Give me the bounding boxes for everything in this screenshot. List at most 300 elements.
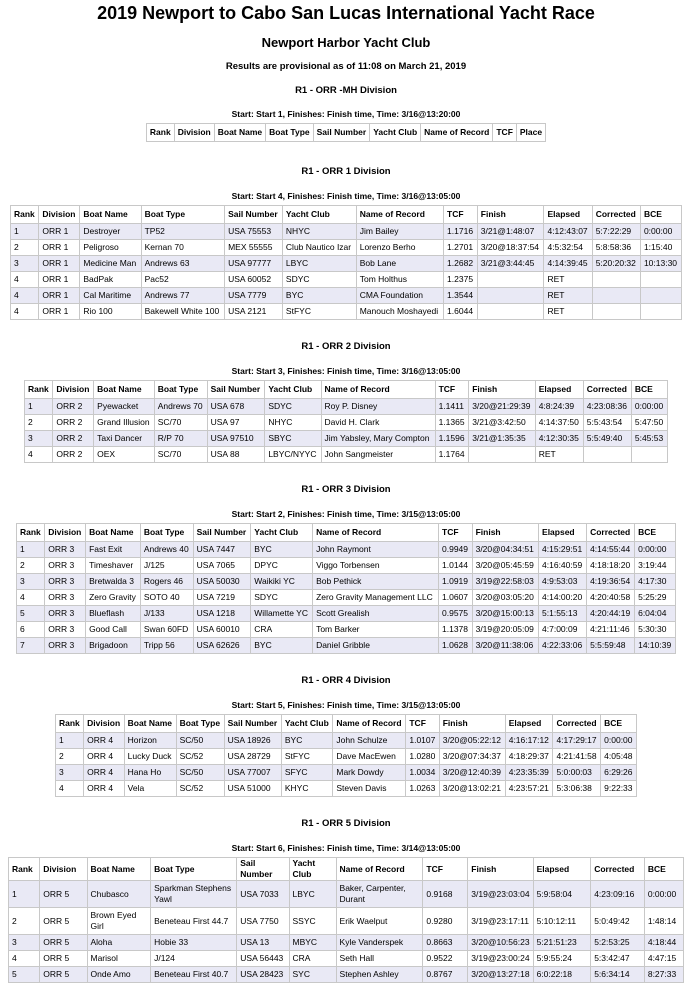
cell-yacht-club: MBYC bbox=[289, 935, 336, 951]
table-row bbox=[17, 622, 676, 638]
results-page bbox=[0, 2, 692, 983]
cell-elapsed: 4:22:33:06 bbox=[539, 638, 587, 654]
division-title-orr5: R1 - ORR 5 Division bbox=[301, 818, 391, 829]
table-header-row bbox=[11, 206, 682, 224]
cell-elapsed: 5:9:58:04 bbox=[533, 881, 591, 908]
table-header-row bbox=[9, 858, 684, 881]
col-rank: Rank bbox=[11, 206, 39, 224]
cell-division: ORR 5 bbox=[40, 908, 87, 935]
col-yacht-club: Yacht Club bbox=[370, 124, 421, 142]
cell-yacht-club: NHYC bbox=[282, 224, 356, 240]
cell-bce: 9:22:33 bbox=[601, 781, 637, 797]
cell-elapsed: 4:23:35:39 bbox=[505, 765, 553, 781]
col-finish: Finish bbox=[468, 858, 533, 881]
col-bce: BCE bbox=[644, 858, 683, 881]
cell-sail-number: USA 7779 bbox=[225, 288, 283, 304]
cell-corrected: 4:17:29:17 bbox=[553, 733, 601, 749]
table-row bbox=[17, 542, 676, 558]
cell-boat-name: Good Call bbox=[86, 622, 141, 638]
cell-tcf: 1.0034 bbox=[406, 765, 439, 781]
cell-bce: 0:00:00 bbox=[631, 399, 667, 415]
cell-yacht-club: Willamette YC bbox=[251, 606, 313, 622]
cell-corrected: 5:5:43:54 bbox=[583, 415, 631, 431]
cell-elapsed: 4:9:53:03 bbox=[539, 574, 587, 590]
cell-rank: 3 bbox=[25, 431, 53, 447]
cell-corrected bbox=[583, 447, 631, 463]
start-info-mh: Start: Start 1, Finishes: Finish time, Time: 3/16@13:20:00 bbox=[231, 109, 461, 119]
col-tcf: TCF bbox=[406, 715, 439, 733]
cell-division: ORR 5 bbox=[40, 967, 87, 983]
cell-rank: 4 bbox=[11, 304, 39, 320]
cell-bce: 5:30:30 bbox=[635, 622, 676, 638]
cell-yacht-club: Waikiki YC bbox=[251, 574, 313, 590]
cell-boat-type: SC/70 bbox=[154, 415, 207, 431]
cell-boat-type: TP52 bbox=[141, 224, 224, 240]
col-yacht-club: Yacht Club bbox=[281, 715, 333, 733]
col-division: Division bbox=[53, 381, 94, 399]
table-row bbox=[25, 415, 668, 431]
col-yacht-club: Yacht Club bbox=[289, 858, 336, 881]
cell-division: ORR 1 bbox=[39, 240, 80, 256]
cell-boat-type: Pac52 bbox=[141, 272, 224, 288]
cell-yacht-club: BYC bbox=[282, 288, 356, 304]
col-boat-type: Boat Type bbox=[151, 858, 237, 881]
cell-tcf: 1.0107 bbox=[406, 733, 439, 749]
col-name-of-record: Name of Record bbox=[313, 524, 439, 542]
col-yacht-club: Yacht Club bbox=[251, 524, 313, 542]
cell-sail-number: USA 75553 bbox=[225, 224, 283, 240]
cell-boat-name: Brown Eyed Girl bbox=[87, 908, 151, 935]
cell-boat-name: OEX bbox=[94, 447, 155, 463]
cell-tcf: 1.2701 bbox=[444, 240, 478, 256]
cell-bce: 3:19:44 bbox=[635, 558, 676, 574]
cell-division: ORR 3 bbox=[45, 638, 86, 654]
cell-boat-type: Tripp 56 bbox=[140, 638, 193, 654]
col-rank: Rank bbox=[56, 715, 84, 733]
cell-name-of-record: Bob Pethick bbox=[313, 574, 439, 590]
cell-rank: 4 bbox=[25, 447, 53, 463]
cell-finish: 3/20@15:00:13 bbox=[472, 606, 538, 622]
col-boat-name: Boat Name bbox=[80, 206, 141, 224]
cell-tcf: 1.0280 bbox=[406, 749, 439, 765]
cell-tcf: 1.0919 bbox=[439, 574, 473, 590]
cell-rank: 5 bbox=[9, 967, 40, 983]
cell-corrected: 5:2:53:25 bbox=[591, 935, 645, 951]
cell-rank: 3 bbox=[11, 256, 39, 272]
col-finish: Finish bbox=[469, 381, 536, 399]
cell-boat-type: J/124 bbox=[151, 951, 237, 967]
cell-elapsed: 4:16:17:12 bbox=[505, 733, 553, 749]
col-rank: Rank bbox=[17, 524, 45, 542]
cell-yacht-club: Club Nautico Izar bbox=[282, 240, 356, 256]
cell-finish: 3/20@12:40:39 bbox=[439, 765, 505, 781]
start-info-orr5: Start: Start 6, Finishes: Finish time, Time: 3/14@13:05:00 bbox=[231, 843, 461, 853]
cell-tcf: 1.1716 bbox=[444, 224, 478, 240]
cell-finish bbox=[477, 288, 544, 304]
cell-tcf: 1.1365 bbox=[435, 415, 469, 431]
cell-sail-number: USA 7219 bbox=[193, 590, 251, 606]
cell-rank: 5 bbox=[17, 606, 45, 622]
cell-yacht-club: SFYC bbox=[281, 765, 333, 781]
cell-name-of-record: Dave MacEwen bbox=[333, 749, 406, 765]
cell-bce: 1:15:40 bbox=[640, 240, 681, 256]
cell-name-of-record: Daniel Gribble bbox=[313, 638, 439, 654]
cell-division: ORR 1 bbox=[39, 304, 80, 320]
cell-boat-type: SC/50 bbox=[176, 765, 224, 781]
cell-finish: 3/19@23:03:04 bbox=[468, 881, 533, 908]
cell-rank: 1 bbox=[25, 399, 53, 415]
col-bce: BCE bbox=[640, 206, 681, 224]
cell-finish: 3/20@11:38:06 bbox=[472, 638, 538, 654]
cell-elapsed: 4:15:29:51 bbox=[539, 542, 587, 558]
col-boat-type: Boat Type bbox=[141, 206, 224, 224]
cell-yacht-club: SSYC bbox=[289, 908, 336, 935]
cell-boat-name: Blueflash bbox=[86, 606, 141, 622]
cell-finish: 3/19@22:58:03 bbox=[472, 574, 538, 590]
cell-division: ORR 4 bbox=[84, 733, 125, 749]
cell-sail-number: USA 60010 bbox=[193, 622, 251, 638]
cell-boat-type: SC/50 bbox=[176, 733, 224, 749]
table-row bbox=[17, 638, 676, 654]
start-info-orr4: Start: Start 5, Finishes: Finish time, Time: 3/15@13:05:00 bbox=[231, 700, 461, 710]
table-row bbox=[11, 224, 682, 240]
table-row bbox=[11, 240, 682, 256]
cell-division: ORR 5 bbox=[40, 935, 87, 951]
cell-tcf: 0.9949 bbox=[439, 542, 473, 558]
cell-yacht-club: KHYC bbox=[281, 781, 333, 797]
cell-boat-name: Brigadoon bbox=[86, 638, 141, 654]
col-bce: BCE bbox=[635, 524, 676, 542]
col-boat-type: Boat Type bbox=[266, 124, 313, 142]
cell-name-of-record: Jim Yabsley, Mary Compton bbox=[321, 431, 435, 447]
cell-tcf: 1.1764 bbox=[435, 447, 469, 463]
cell-corrected bbox=[592, 288, 640, 304]
cell-rank: 3 bbox=[9, 935, 40, 951]
cell-bce: 4:47:15 bbox=[644, 951, 683, 967]
cell-sail-number: USA 60052 bbox=[225, 272, 283, 288]
cell-finish: 3/20@07:34:37 bbox=[439, 749, 505, 765]
cell-tcf: 1.6044 bbox=[444, 304, 478, 320]
col-boat-name: Boat Name bbox=[124, 715, 176, 733]
table-header-row bbox=[146, 124, 545, 142]
table-row bbox=[25, 447, 668, 463]
col-corrected: Corrected bbox=[592, 206, 640, 224]
cell-sail-number: USA 2121 bbox=[225, 304, 283, 320]
table-row bbox=[17, 558, 676, 574]
cell-elapsed: 5:9:55:24 bbox=[533, 951, 591, 967]
cell-elapsed: 4:12:43:07 bbox=[544, 224, 592, 240]
col-elapsed: Elapsed bbox=[535, 381, 583, 399]
col-elapsed: Elapsed bbox=[544, 206, 592, 224]
cell-elapsed: 4:7:00:09 bbox=[539, 622, 587, 638]
col-yacht-club: Yacht Club bbox=[282, 206, 356, 224]
cell-boat-type: Beneteau First 44.7 bbox=[151, 908, 237, 935]
cell-boat-name: Destroyer bbox=[80, 224, 141, 240]
cell-yacht-club: BYC bbox=[281, 733, 333, 749]
cell-boat-type: Swan 60FD bbox=[140, 622, 193, 638]
cell-boat-name: Horizon bbox=[124, 733, 176, 749]
table-row bbox=[17, 606, 676, 622]
cell-elapsed: 4:14:37:50 bbox=[535, 415, 583, 431]
cell-elapsed: 4:16:40:59 bbox=[539, 558, 587, 574]
table-row bbox=[56, 781, 637, 797]
cell-rank: 2 bbox=[17, 558, 45, 574]
cell-elapsed: 5:1:55:13 bbox=[539, 606, 587, 622]
cell-division: ORR 5 bbox=[40, 881, 87, 908]
cell-division: ORR 2 bbox=[53, 447, 94, 463]
table-row bbox=[9, 935, 684, 951]
cell-boat-type: Andrews 40 bbox=[140, 542, 193, 558]
division-title-orr1: R1 - ORR 1 Division bbox=[301, 166, 391, 177]
col-boat-name: Boat Name bbox=[87, 858, 151, 881]
cell-finish: 3/21@3:42:50 bbox=[469, 415, 536, 431]
table-header-row bbox=[25, 381, 668, 399]
cell-rank: 3 bbox=[56, 765, 84, 781]
cell-boat-name: Taxi Dancer bbox=[94, 431, 155, 447]
cell-rank: 1 bbox=[11, 224, 39, 240]
cell-rank: 2 bbox=[25, 415, 53, 431]
cell-boat-type: SOTO 40 bbox=[140, 590, 193, 606]
cell-boat-name: Vela bbox=[124, 781, 176, 797]
col-name-of-record: Name of Record bbox=[421, 124, 493, 142]
cell-corrected: 4:21:11:46 bbox=[587, 622, 635, 638]
results-table-orr3 bbox=[16, 523, 676, 654]
cell-boat-name: Zero Gravity bbox=[86, 590, 141, 606]
col-sail-number: Sail Number bbox=[313, 124, 370, 142]
cell-yacht-club: BYC bbox=[251, 542, 313, 558]
col-boat-type: Boat Type bbox=[154, 381, 207, 399]
col-finish: Finish bbox=[472, 524, 538, 542]
cell-boat-type: Rogers 46 bbox=[140, 574, 193, 590]
col-boat-name: Boat Name bbox=[94, 381, 155, 399]
cell-tcf: 1.1378 bbox=[439, 622, 473, 638]
cell-division: ORR 4 bbox=[84, 749, 125, 765]
col-rank: Rank bbox=[146, 124, 174, 142]
cell-finish: 3/20@03:05:20 bbox=[472, 590, 538, 606]
cell-bce: 4:18:44 bbox=[644, 935, 683, 951]
cell-tcf: 1.1411 bbox=[435, 399, 469, 415]
col-name-of-record: Name of Record bbox=[336, 858, 423, 881]
cell-boat-type: Kernan 70 bbox=[141, 240, 224, 256]
col-name-of-record: Name of Record bbox=[333, 715, 406, 733]
division-title-orr3: R1 - ORR 3 Division bbox=[301, 484, 391, 495]
cell-name-of-record: Tom Holthus bbox=[356, 272, 443, 288]
start-info-orr1: Start: Start 4, Finishes: Finish time, Time: 3/16@13:05:00 bbox=[231, 191, 461, 201]
cell-name-of-record: Tom Barker bbox=[313, 622, 439, 638]
cell-tcf: 0.8767 bbox=[423, 967, 468, 983]
cell-corrected bbox=[592, 272, 640, 288]
cell-boat-name: Bretwalda 3 bbox=[86, 574, 141, 590]
cell-yacht-club: SDYC bbox=[265, 399, 321, 415]
cell-elapsed: 4:23:57:21 bbox=[505, 781, 553, 797]
cell-elapsed: RET bbox=[544, 272, 592, 288]
cell-boat-type: Andrews 70 bbox=[154, 399, 207, 415]
col-bce: BCE bbox=[631, 381, 667, 399]
cell-rank: 4 bbox=[17, 590, 45, 606]
cell-finish: 3/21@1:48:07 bbox=[477, 224, 544, 240]
cell-tcf: 1.0628 bbox=[439, 638, 473, 654]
cell-division: ORR 3 bbox=[45, 590, 86, 606]
cell-boat-type: SC/52 bbox=[176, 781, 224, 797]
cell-boat-type: SC/70 bbox=[154, 447, 207, 463]
cell-bce: 0:00:00 bbox=[644, 881, 683, 908]
cell-elapsed: RET bbox=[544, 288, 592, 304]
cell-division: ORR 3 bbox=[45, 606, 86, 622]
cell-sail-number: USA 28423 bbox=[237, 967, 289, 983]
cell-corrected: 4:18:18:20 bbox=[587, 558, 635, 574]
table-header-row bbox=[56, 715, 637, 733]
cell-finish: 3/20@05:22:12 bbox=[439, 733, 505, 749]
cell-finish bbox=[469, 447, 536, 463]
col-yacht-club: Yacht Club bbox=[265, 381, 321, 399]
table-row bbox=[11, 256, 682, 272]
cell-yacht-club: SDYC bbox=[282, 272, 356, 288]
cell-bce: 5:45:53 bbox=[631, 431, 667, 447]
col-sail-number: Sail Number bbox=[193, 524, 251, 542]
col-tcf: TCF bbox=[435, 381, 469, 399]
table-header-row bbox=[17, 524, 676, 542]
col-finish: Finish bbox=[439, 715, 505, 733]
cell-boat-type: SC/52 bbox=[176, 749, 224, 765]
col-corrected: Corrected bbox=[553, 715, 601, 733]
col-boat-name: Boat Name bbox=[86, 524, 141, 542]
col-elapsed: Elapsed bbox=[533, 858, 591, 881]
cell-corrected: 5:3:42:47 bbox=[591, 951, 645, 967]
cell-yacht-club: LBYC bbox=[289, 881, 336, 908]
cell-elapsed: 5:21:51:23 bbox=[533, 935, 591, 951]
cell-name-of-record: John Sangmeister bbox=[321, 447, 435, 463]
results-table-mh bbox=[146, 123, 546, 142]
cell-corrected: 4:20:40:58 bbox=[587, 590, 635, 606]
cell-boat-name: Medicine Man bbox=[80, 256, 141, 272]
col-elapsed: Elapsed bbox=[505, 715, 553, 733]
cell-boat-type: Beneteau First 40.7 bbox=[151, 967, 237, 983]
cell-name-of-record: Manouch Moshayedi bbox=[356, 304, 443, 320]
cell-boat-name: Lucky Duck bbox=[124, 749, 176, 765]
cell-bce: 4:17:30 bbox=[635, 574, 676, 590]
division-title-mh: R1 - ORR -MH Division bbox=[295, 85, 397, 96]
cell-bce: 5:47:50 bbox=[631, 415, 667, 431]
cell-bce: 0:00:00 bbox=[601, 733, 637, 749]
col-bce: BCE bbox=[601, 715, 637, 733]
cell-name-of-record: Scott Grealish bbox=[313, 606, 439, 622]
col-name-of-record: Name of Record bbox=[356, 206, 443, 224]
cell-tcf: 0.9168 bbox=[423, 881, 468, 908]
table-row bbox=[9, 881, 684, 908]
cell-division: ORR 2 bbox=[53, 415, 94, 431]
cell-finish: 3/19@23:17:11 bbox=[468, 908, 533, 935]
cell-boat-type: J/133 bbox=[140, 606, 193, 622]
cell-bce: 0:00:00 bbox=[635, 542, 676, 558]
cell-boat-type: R/P 70 bbox=[154, 431, 207, 447]
cell-tcf: 1.0144 bbox=[439, 558, 473, 574]
cell-name-of-record: Jim Bailey bbox=[356, 224, 443, 240]
cell-finish: 3/20@21:29:39 bbox=[469, 399, 536, 415]
club-name: Newport Harbor Yacht Club bbox=[261, 35, 431, 50]
cell-boat-type: Andrews 63 bbox=[141, 256, 224, 272]
provisional-note: Results are provisional as of 11:08 on March 21, 2019 bbox=[225, 61, 467, 72]
table-row bbox=[56, 733, 637, 749]
cell-boat-type: Hobie 33 bbox=[151, 935, 237, 951]
cell-name-of-record: Lorenzo Berho bbox=[356, 240, 443, 256]
cell-corrected: 4:20:44:19 bbox=[587, 606, 635, 622]
col-boat-type: Boat Type bbox=[176, 715, 224, 733]
cell-bce bbox=[631, 447, 667, 463]
cell-boat-name: Peligroso bbox=[80, 240, 141, 256]
col-tcf: TCF bbox=[444, 206, 478, 224]
cell-sail-number: USA 13 bbox=[237, 935, 289, 951]
cell-rank: 1 bbox=[56, 733, 84, 749]
cell-corrected: 5:7:22:29 bbox=[592, 224, 640, 240]
cell-boat-type: Bakewell White 100 bbox=[141, 304, 224, 320]
cell-sail-number: USA 678 bbox=[207, 399, 265, 415]
cell-bce: 10:13:30 bbox=[640, 256, 681, 272]
cell-boat-name: Chubasco bbox=[87, 881, 151, 908]
cell-corrected: 4:14:55:44 bbox=[587, 542, 635, 558]
cell-yacht-club: StFYC bbox=[282, 304, 356, 320]
col-division: Division bbox=[39, 206, 80, 224]
cell-sail-number: USA 51000 bbox=[224, 781, 281, 797]
cell-division: ORR 3 bbox=[45, 542, 86, 558]
cell-division: ORR 3 bbox=[45, 622, 86, 638]
table-row bbox=[9, 951, 684, 967]
table-row bbox=[56, 749, 637, 765]
table-row bbox=[11, 304, 682, 320]
cell-division: ORR 3 bbox=[45, 574, 86, 590]
table-row bbox=[56, 765, 637, 781]
cell-sail-number: USA 7065 bbox=[193, 558, 251, 574]
cell-name-of-record: Kyle Vanderspek bbox=[336, 935, 423, 951]
cell-corrected: 5:20:20:32 bbox=[592, 256, 640, 272]
cell-name-of-record: Erik Waelput bbox=[336, 908, 423, 935]
division-title-orr4: R1 - ORR 4 Division bbox=[301, 675, 391, 686]
cell-boat-name: Fast Exit bbox=[86, 542, 141, 558]
cell-rank: 7 bbox=[17, 638, 45, 654]
cell-corrected: 5:8:58:36 bbox=[592, 240, 640, 256]
start-info-orr3: Start: Start 2, Finishes: Finish time, Time: 3/15@13:05:00 bbox=[231, 509, 461, 519]
col-division: Division bbox=[84, 715, 125, 733]
cell-boat-name: Hana Ho bbox=[124, 765, 176, 781]
cell-sail-number: USA 62626 bbox=[193, 638, 251, 654]
cell-boat-name: Timeshaver bbox=[86, 558, 141, 574]
page-title: 2019 Newport to Cabo San Lucas International Yacht Race bbox=[97, 3, 595, 23]
cell-elapsed: 5:10:12:11 bbox=[533, 908, 591, 935]
col-corrected: Corrected bbox=[587, 524, 635, 542]
cell-yacht-club: NHYC bbox=[265, 415, 321, 431]
cell-corrected: 5:5:59:48 bbox=[587, 638, 635, 654]
cell-corrected: 4:21:41:58 bbox=[553, 749, 601, 765]
cell-tcf: 0.8663 bbox=[423, 935, 468, 951]
cell-corrected: 4:19:36:54 bbox=[587, 574, 635, 590]
cell-name-of-record: Baker, Carpenter, Durant bbox=[336, 881, 423, 908]
cell-name-of-record: Seth Hall bbox=[336, 951, 423, 967]
cell-elapsed: 6:0:22:18 bbox=[533, 967, 591, 983]
cell-corrected: 4:23:08:36 bbox=[583, 399, 631, 415]
cell-corrected: 5:0:49:42 bbox=[591, 908, 645, 935]
cell-division: ORR 1 bbox=[39, 256, 80, 272]
table-row bbox=[25, 399, 668, 415]
cell-yacht-club: LBYC bbox=[282, 256, 356, 272]
cell-bce: 14:10:39 bbox=[635, 638, 676, 654]
cell-finish: 3/19@20:05:09 bbox=[472, 622, 538, 638]
cell-name-of-record: Steven Davis bbox=[333, 781, 406, 797]
cell-name-of-record: Zero Gravity Management LLC bbox=[313, 590, 439, 606]
cell-sail-number: MEX 55555 bbox=[225, 240, 283, 256]
col-corrected: Corrected bbox=[591, 858, 645, 881]
cell-yacht-club: CRA bbox=[289, 951, 336, 967]
cell-corrected: 5:5:49:40 bbox=[583, 431, 631, 447]
cell-sail-number: USA 97 bbox=[207, 415, 265, 431]
